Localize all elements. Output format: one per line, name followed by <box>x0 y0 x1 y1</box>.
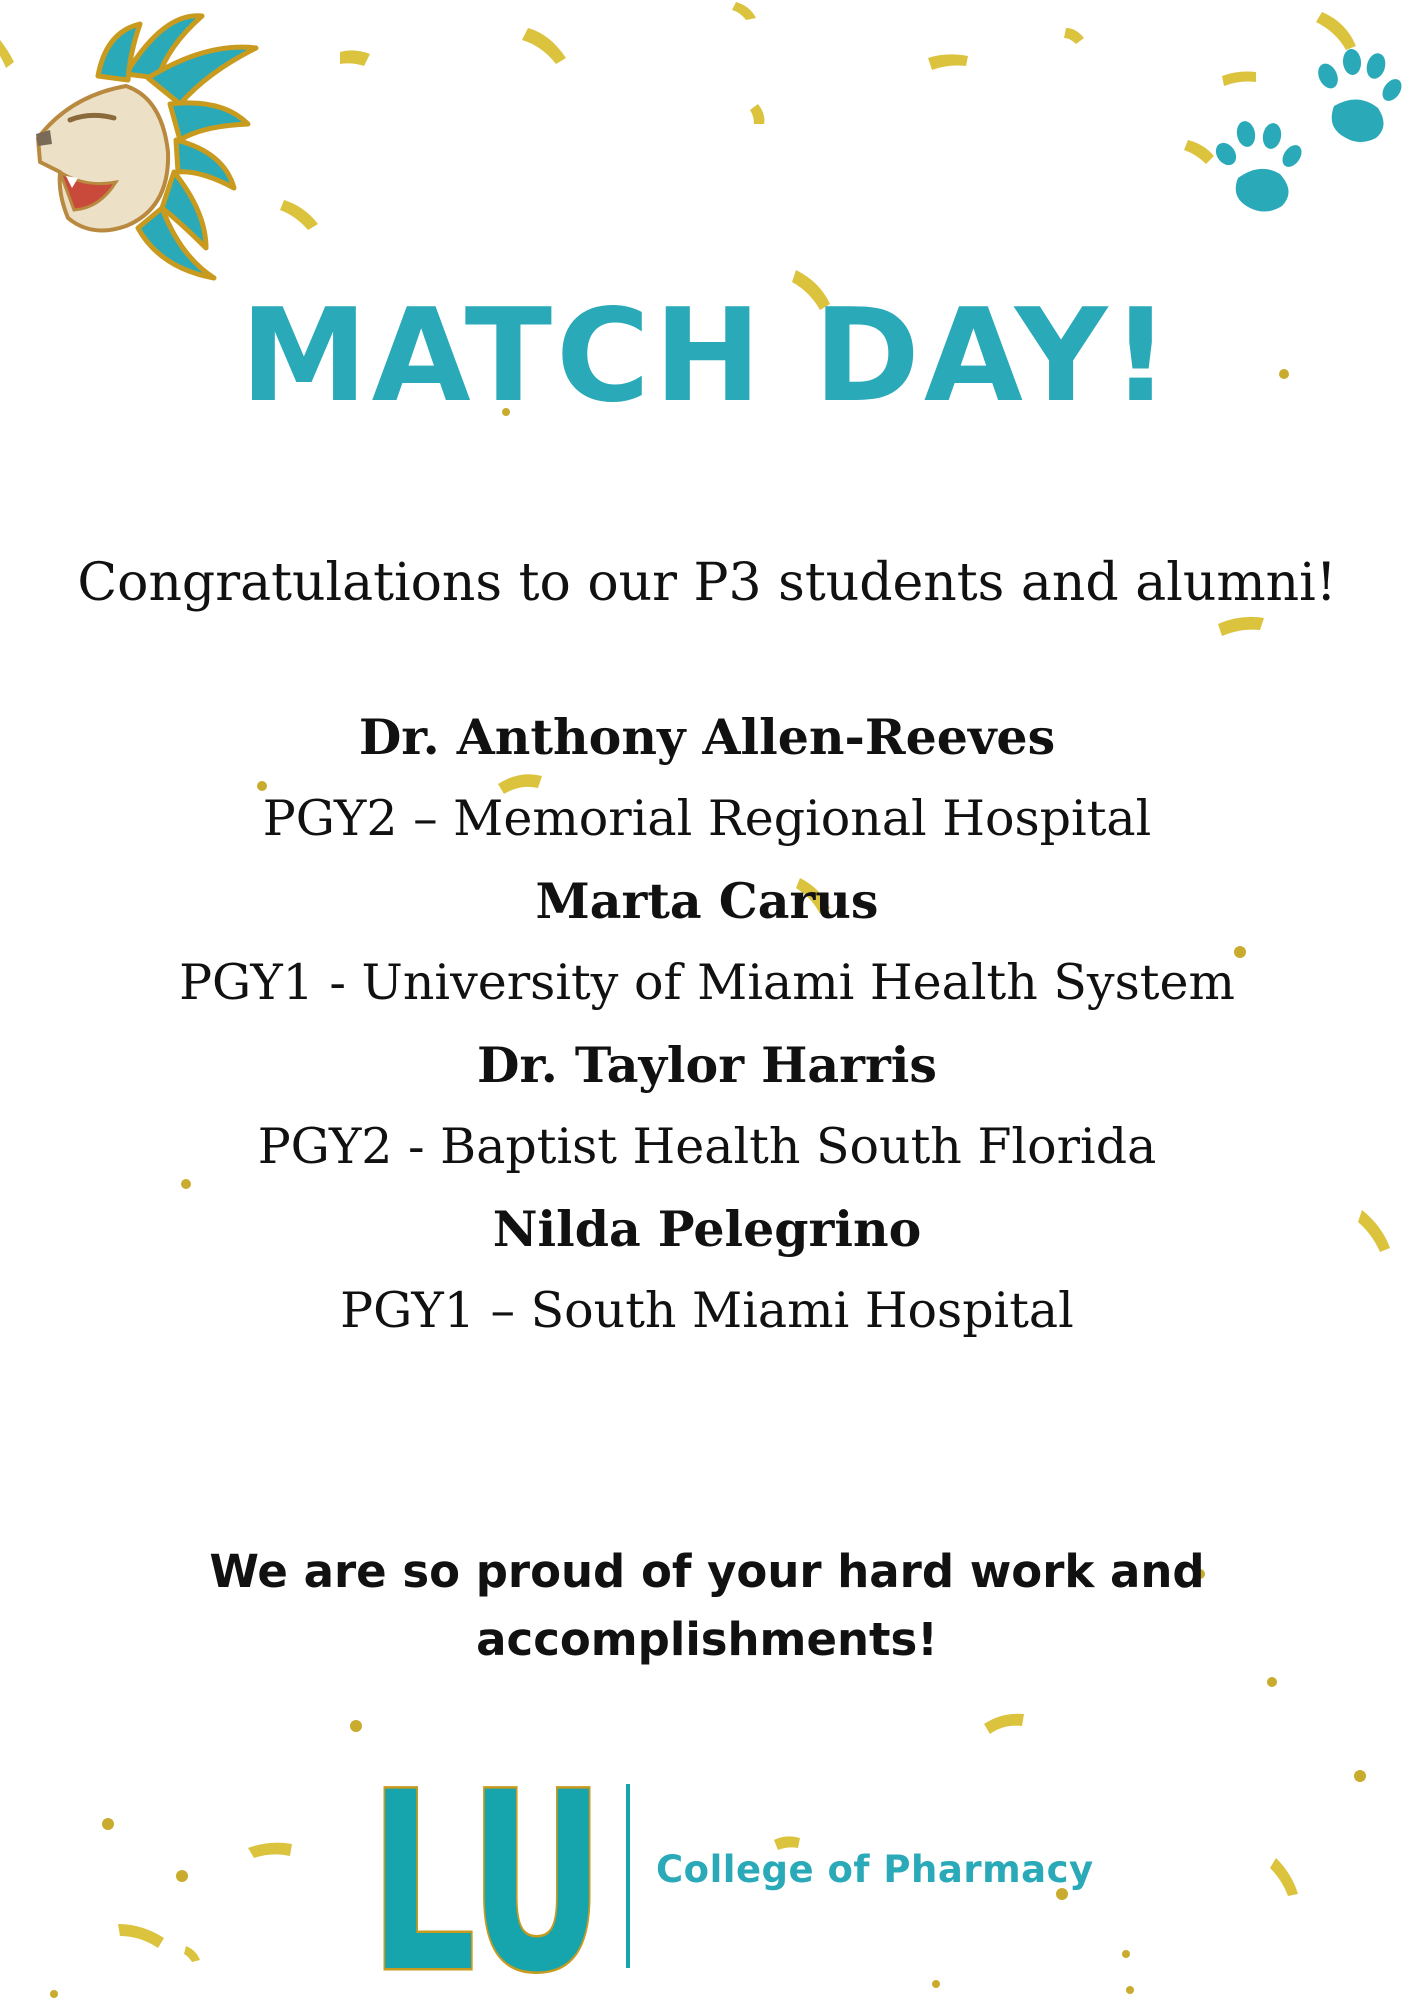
logo-divider <box>626 1784 630 1968</box>
honoree-name: Dr. Taylor Harris <box>477 1036 937 1094</box>
congratulations-text: Congratulations to our P3 students and alumni! <box>77 553 1337 613</box>
lu-logo <box>366 1741 636 2000</box>
honoree-position: PGY1 – South Miami Hospital <box>340 1282 1074 1339</box>
honoree-name: Marta Carus <box>535 872 879 930</box>
honoree-list <box>0 696 1414 1352</box>
lion-head-icon <box>30 12 265 284</box>
closing-line-1: We are so proud of your hard work and <box>209 1545 1205 1598</box>
closing-message <box>0 1538 1414 1674</box>
honoree-name: Nilda Pelegrino <box>492 1200 922 1258</box>
page-title: MATCH DAY! <box>240 282 1174 431</box>
college-name: College of Pharmacy <box>656 1848 1094 1891</box>
honoree-position: PGY2 - Baptist Health South Florida <box>257 1118 1157 1175</box>
lu-monogram: LU <box>370 1741 604 2000</box>
honoree-position: PGY2 – Memorial Regional Hospital <box>262 790 1152 847</box>
honoree-position: PGY1 - University of Miami Health System <box>179 954 1235 1011</box>
honoree-name: Dr. Anthony Allen-Reeves <box>358 708 1056 766</box>
closing-line-2: accomplishments! <box>476 1613 938 1666</box>
paw-prints-icon <box>1210 46 1396 222</box>
